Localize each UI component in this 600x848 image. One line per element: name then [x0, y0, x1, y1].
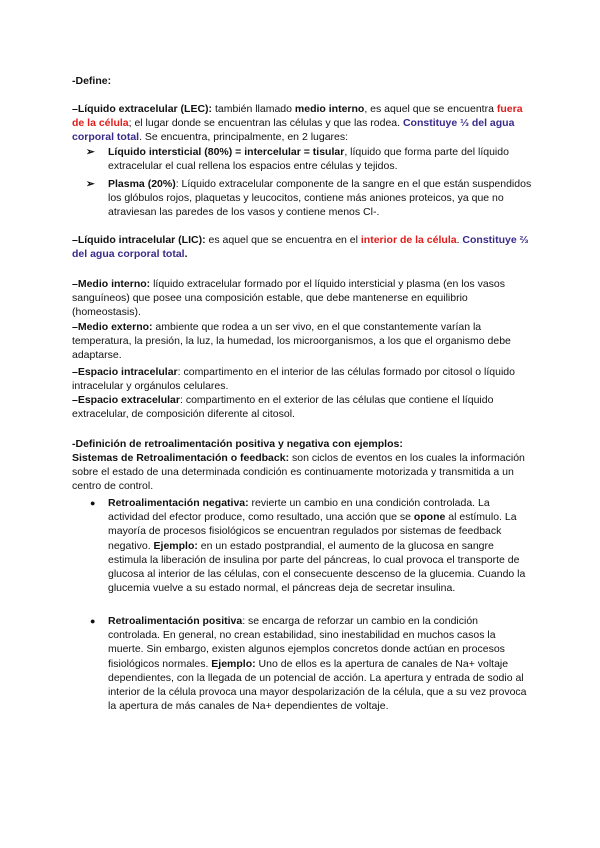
lic-text-2: .	[456, 234, 463, 246]
lec-text-1: también llamado	[212, 103, 295, 115]
lic-constituye: Constituye ⅔ del agua corporal total	[72, 234, 529, 261]
paragraph-espacio-extracelular	[72, 393, 534, 421]
medio-externo-text: ambiente que rodea a un ser vivo, en el que constantemente varían la temperatura, la presión, la luz, la humedad, los microorganismos, a los que el organismo debe adaptarse.	[72, 321, 511, 362]
negativa-text-3: en un estado postprandial, el aumento de la glucosa en sangre estimula la liberación de insulina por parte del páncreas, lo cual provoca el transporte de glucosa al interior de las células, con el consecuente descenso de la glucemia. Cuando la glucemia vuelve a su estado normal, el páncreas deja de secretar insulina.	[108, 539, 526, 595]
lic-text-3: .	[184, 248, 188, 261]
lec-term: –Líquido extracelular (LEC):	[72, 103, 213, 115]
positiva-term: Retroalimentación positiva	[108, 615, 243, 627]
paragraph-sistemas	[72, 451, 534, 494]
negativa-ejemplo: Ejemplo:	[153, 539, 198, 552]
heading-define-text: -Define:	[72, 75, 112, 87]
list-item-positiva	[90, 614, 528, 713]
heading-retroalimentacion	[72, 437, 534, 451]
paragraph-medio-interno	[72, 277, 534, 320]
lec-text-2: , es aquel que se encuentra	[364, 103, 497, 115]
lec-text-3: ; el lugar donde se encuentran las células y que las rodea.	[128, 117, 403, 130]
paragraph-lec	[72, 102, 534, 145]
dot-bullet-icon: ●	[90, 616, 96, 626]
medio-externo-term: –Medio externo:	[72, 321, 153, 333]
dot-bullet-icon: ●	[90, 498, 96, 508]
positiva-text-1: : se encarga de reforzar un cambio en la condición controlada. En general, no crean estabilidad, sino inestabilidad en muchos casos la muerte. Sin embargo, existen algunos ejemplos concretos donde actúan en procesos fisiológicos normales.	[108, 615, 505, 670]
sistemas-term: Sistemas de Retroalimentación o feedback:	[72, 452, 290, 464]
negativa-term: Retroalimentación negativa:	[108, 497, 249, 509]
intersticial-text: , líquido que forma parte del líquido extracelular el cual rellena los espacios entre células y tejidos.	[108, 146, 509, 173]
plasma-text: : Líquido extracelular componente de la sangre en el que están suspendidos los glóbulos rojos, plaquetas y leucocitos, contiene más aniones proteicos, ya que no atraviesan las paredes de los vasos y contiene menos Cl-.	[108, 178, 532, 219]
arrow-bullet-icon: ➢	[86, 146, 95, 158]
espacio-intracelular-term: –Espacio intracelular	[72, 366, 178, 378]
positiva-text-2: Uno de ellos es la apertura de canales de Na+ voltaje dependientes, con la llegada de un potencial de acción. La apertura y entrada de sodio al interior de la célula provoca una mayor despolarización de la célula, que a su vez provoca la apertura de más canales de Na+ dependientes de voltaje.	[108, 657, 527, 713]
negativa-text-2: al estímulo. La mayoría de procesos fisiológicos se encuentran regulados por sistemas de feedback negativo.	[108, 511, 517, 552]
lec-medio-interno: medio interno	[294, 103, 365, 115]
heading-retro-text: -Definición de retroalimentación positiva y negativa con ejemplos:	[72, 438, 403, 450]
lec-text-4: . Se encuentra, principalmente, en 2 lugares:	[139, 131, 349, 144]
negativa-text-1: revierte un cambio en una condición controlada. La actividad del efector produce, como resultado, una acción que se	[108, 497, 490, 524]
paragraph-lic	[72, 233, 534, 261]
lec-constituye: Constituye ⅓ del agua corporal total	[72, 117, 515, 144]
espacio-intracelular-text: : compartimento en el interior de las células formado por citosol o líquido intracelular y orgánulos celulares.	[72, 366, 515, 393]
intersticial-term: Líquido intersticial (80%) = intercelular = tisular	[108, 146, 345, 158]
lic-interior-celula: interior de la célula	[360, 234, 457, 246]
heading-define	[72, 74, 534, 88]
list-item-plasma	[86, 177, 534, 220]
medio-interno-text: líquido extracelular formado por el líquido intersticial y plasma (en los vasos sanguíneos) que posee una composición estable, que debe mantenerse en equilibrio (homeostasis).	[72, 278, 506, 319]
paragraph-espacio-intracelular	[72, 365, 534, 393]
negativa-opone: opone	[413, 511, 446, 524]
positiva-ejemplo: Ejemplo:	[211, 657, 256, 670]
espacio-extracelular-text: : compartimento en el exterior de las células que contiene el líquido extracelular, de composición diferente al citosol.	[72, 394, 494, 421]
lec-fuera-celula: fuera de la célula	[72, 103, 523, 130]
arrow-bullet-icon: ➢	[86, 178, 95, 190]
plasma-term: Plasma (20%)	[108, 178, 176, 190]
lic-text-1: es aquel que se encuentra en el	[205, 234, 361, 246]
medio-interno-term: –Medio interno:	[72, 278, 151, 290]
lic-term: –Líquido intracelular (LIC):	[72, 234, 206, 246]
list-item-negativa	[90, 496, 528, 595]
sistemas-text: son ciclos de eventos en los cuales la información sobre el estado de una determinada condición es continuamente motorizada y transmitida a un centro de control.	[72, 452, 525, 493]
list-item-intersticial	[86, 145, 534, 173]
espacio-extracelular-term: –Espacio extracelular	[72, 394, 180, 406]
paragraph-medio-externo	[72, 320, 534, 363]
